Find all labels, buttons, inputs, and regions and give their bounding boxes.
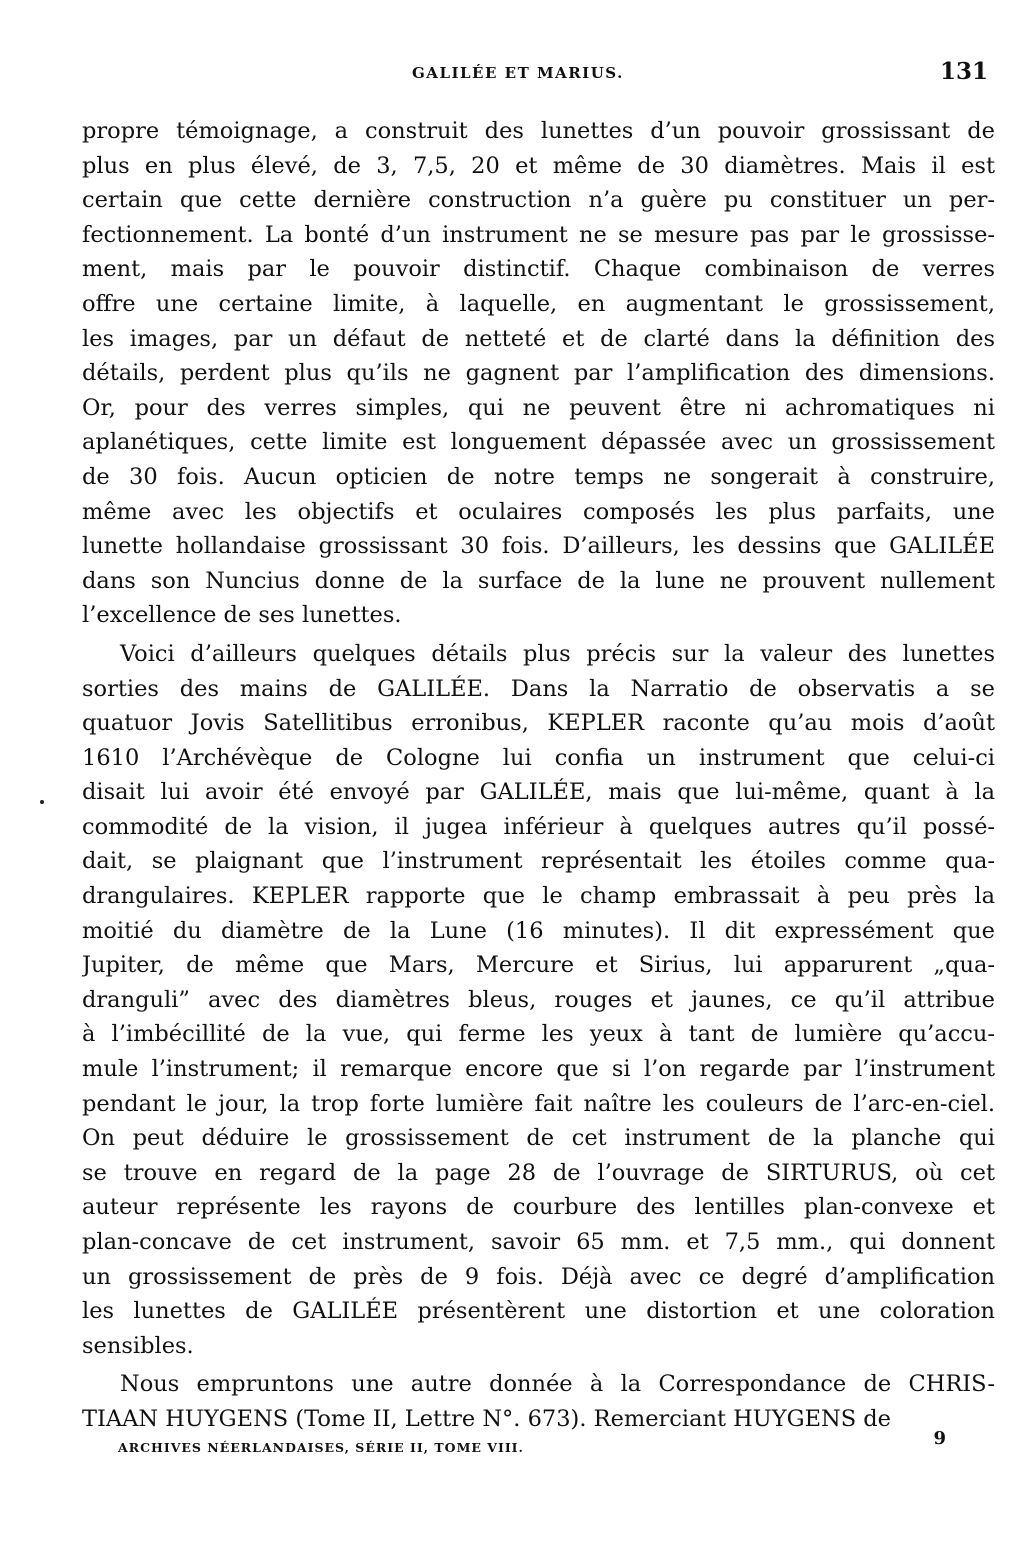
paragraph xyxy=(82,114,995,633)
text-line: un grossissement de près de 9 fois. Déjà avec ce degré d’amplification xyxy=(82,1263,995,1290)
text-line: offre une certaine limite, à laquelle, en augmentant le grossissement, xyxy=(82,290,995,317)
paragraph xyxy=(82,637,995,1363)
text-line: se trouve en regard de la page 28 de l’ouvrage de SIRTURUS, où cet xyxy=(82,1159,995,1186)
text-line: dranguli” avec des diamètres bleus, rouges et jaunes, ce qu’il attribue xyxy=(82,986,995,1013)
text-line: de 30 fois. Aucun opticien de notre temps ne songerait à construire, xyxy=(82,463,995,490)
text-line: moitié du diamètre de la Lune (16 minutes). Il dit expressément que xyxy=(82,917,995,944)
text-line: 1610 l’Archévèque de Cologne lui confia un instrument que celui-ci xyxy=(82,744,995,771)
text-line: Jupiter, de même que Mars, Mercure et Sirius, lui apparurent „qua- xyxy=(82,952,995,979)
text-line: TIAAN HUYGENS (Tome II, Lettre N°. 673). Remerciant HUYGENS de xyxy=(82,1405,891,1432)
text-line: Or, pour des verres simples, qui ne peuvent être ni achromatiques ni xyxy=(82,394,995,421)
text-line: dans son Nuncius donne de la surface de la lune ne prouvent nullement xyxy=(82,567,995,594)
text-line: lunette hollandaise grossissant 30 fois. D’ailleurs, les dessins que GALILÉE xyxy=(82,533,995,560)
text-line: Voici d’ailleurs quelques détails plus précis sur la valeur des lunettes xyxy=(120,640,995,667)
text-line: ment, mais par le pouvoir distinctif. Chaque combinaison de verres xyxy=(82,256,995,283)
text-line: commodité de la vision, il jugea inférieur à quelques autres qu’il possé- xyxy=(82,813,995,840)
margin-speck xyxy=(40,800,44,804)
text-line: les lunettes de GALILÉE présentèrent une distortion et une coloration xyxy=(82,1298,995,1325)
text-line: mule l’instrument; il remarque encore que si l’on regarde par l’instrument xyxy=(82,1056,995,1083)
text-line: aplanétiques, cette limite est longuement dépassée avec un grossissement xyxy=(82,429,995,456)
paragraph xyxy=(82,1367,995,1436)
page-footer xyxy=(118,1428,946,1462)
signature-mark: 9 xyxy=(933,1428,946,1449)
text-line: les images, par un défaut de netteté et de clarté dans la définition des xyxy=(82,325,995,352)
text-line: certain que cette dernière construction n’a guère pu constituer un per- xyxy=(82,187,995,214)
series-footer: ARCHIVES NÉERLANDAISES, SÉRIE II, TOME VIII. xyxy=(118,1440,524,1455)
text-line: drangulaires. KEPLER rapporte que le champ embrassait à peu près la xyxy=(82,883,995,910)
text-line: détails, perdent plus qu’ils ne gagnent par l’amplification des dimensions. xyxy=(82,360,995,387)
text-line: quatuor Jovis Satellitibus erronibus, KEPLER raconte qu’au mois d’août xyxy=(82,710,995,737)
text-line: propre témoignage, a construit des lunettes d’un pouvoir grossissant de xyxy=(82,118,995,144)
text-line: auteur représente les rayons de courbure des lentilles plan-convexe et xyxy=(82,1194,995,1221)
page-header xyxy=(82,58,988,94)
page-number: 131 xyxy=(939,58,988,85)
text-line: pendant le jour, la trop forte lumière fait naître les couleurs de l’arc-en-ciel. xyxy=(82,1090,995,1117)
text-line: à l’imbécillité de la vue, qui ferme les yeux à tant de lumière qu’accu- xyxy=(82,1021,995,1048)
text-line: Nous empruntons une autre donnée à la Correspondance de CHRIS- xyxy=(120,1371,995,1398)
body-text xyxy=(82,114,995,1437)
text-line: l’excellence de ses lunettes. xyxy=(82,602,402,629)
text-line: sorties des mains de GALILÉE. Dans la Narratio de observatis a se xyxy=(82,675,995,702)
text-line: sensibles. xyxy=(82,1332,194,1359)
text-line: fectionnement. La bonté d’un instrument ne se mesure pas par le grossisse- xyxy=(82,221,995,248)
text-line: plan-concave de cet instrument, savoir 65 mm. et 7,5 mm., qui donnent xyxy=(82,1229,995,1255)
text-line: disait lui avoir été envoyé par GALILÉE, mais que lui-même, quant à la xyxy=(82,779,995,806)
text-line: dait, se plaignant que l’instrument représentait les étoiles comme qua- xyxy=(82,848,995,875)
running-title: GALILÉE ET MARIUS. xyxy=(412,64,624,82)
text-line: On peut déduire le grossissement de cet instrument de la planche qui xyxy=(82,1125,995,1152)
text-line: plus en plus élevé, de 3, 7,5, 20 et même de 30 diamètres. Mais il est xyxy=(82,152,995,179)
text-line: même avec les objectifs et oculaires composés les plus parfaits, une xyxy=(82,498,995,525)
